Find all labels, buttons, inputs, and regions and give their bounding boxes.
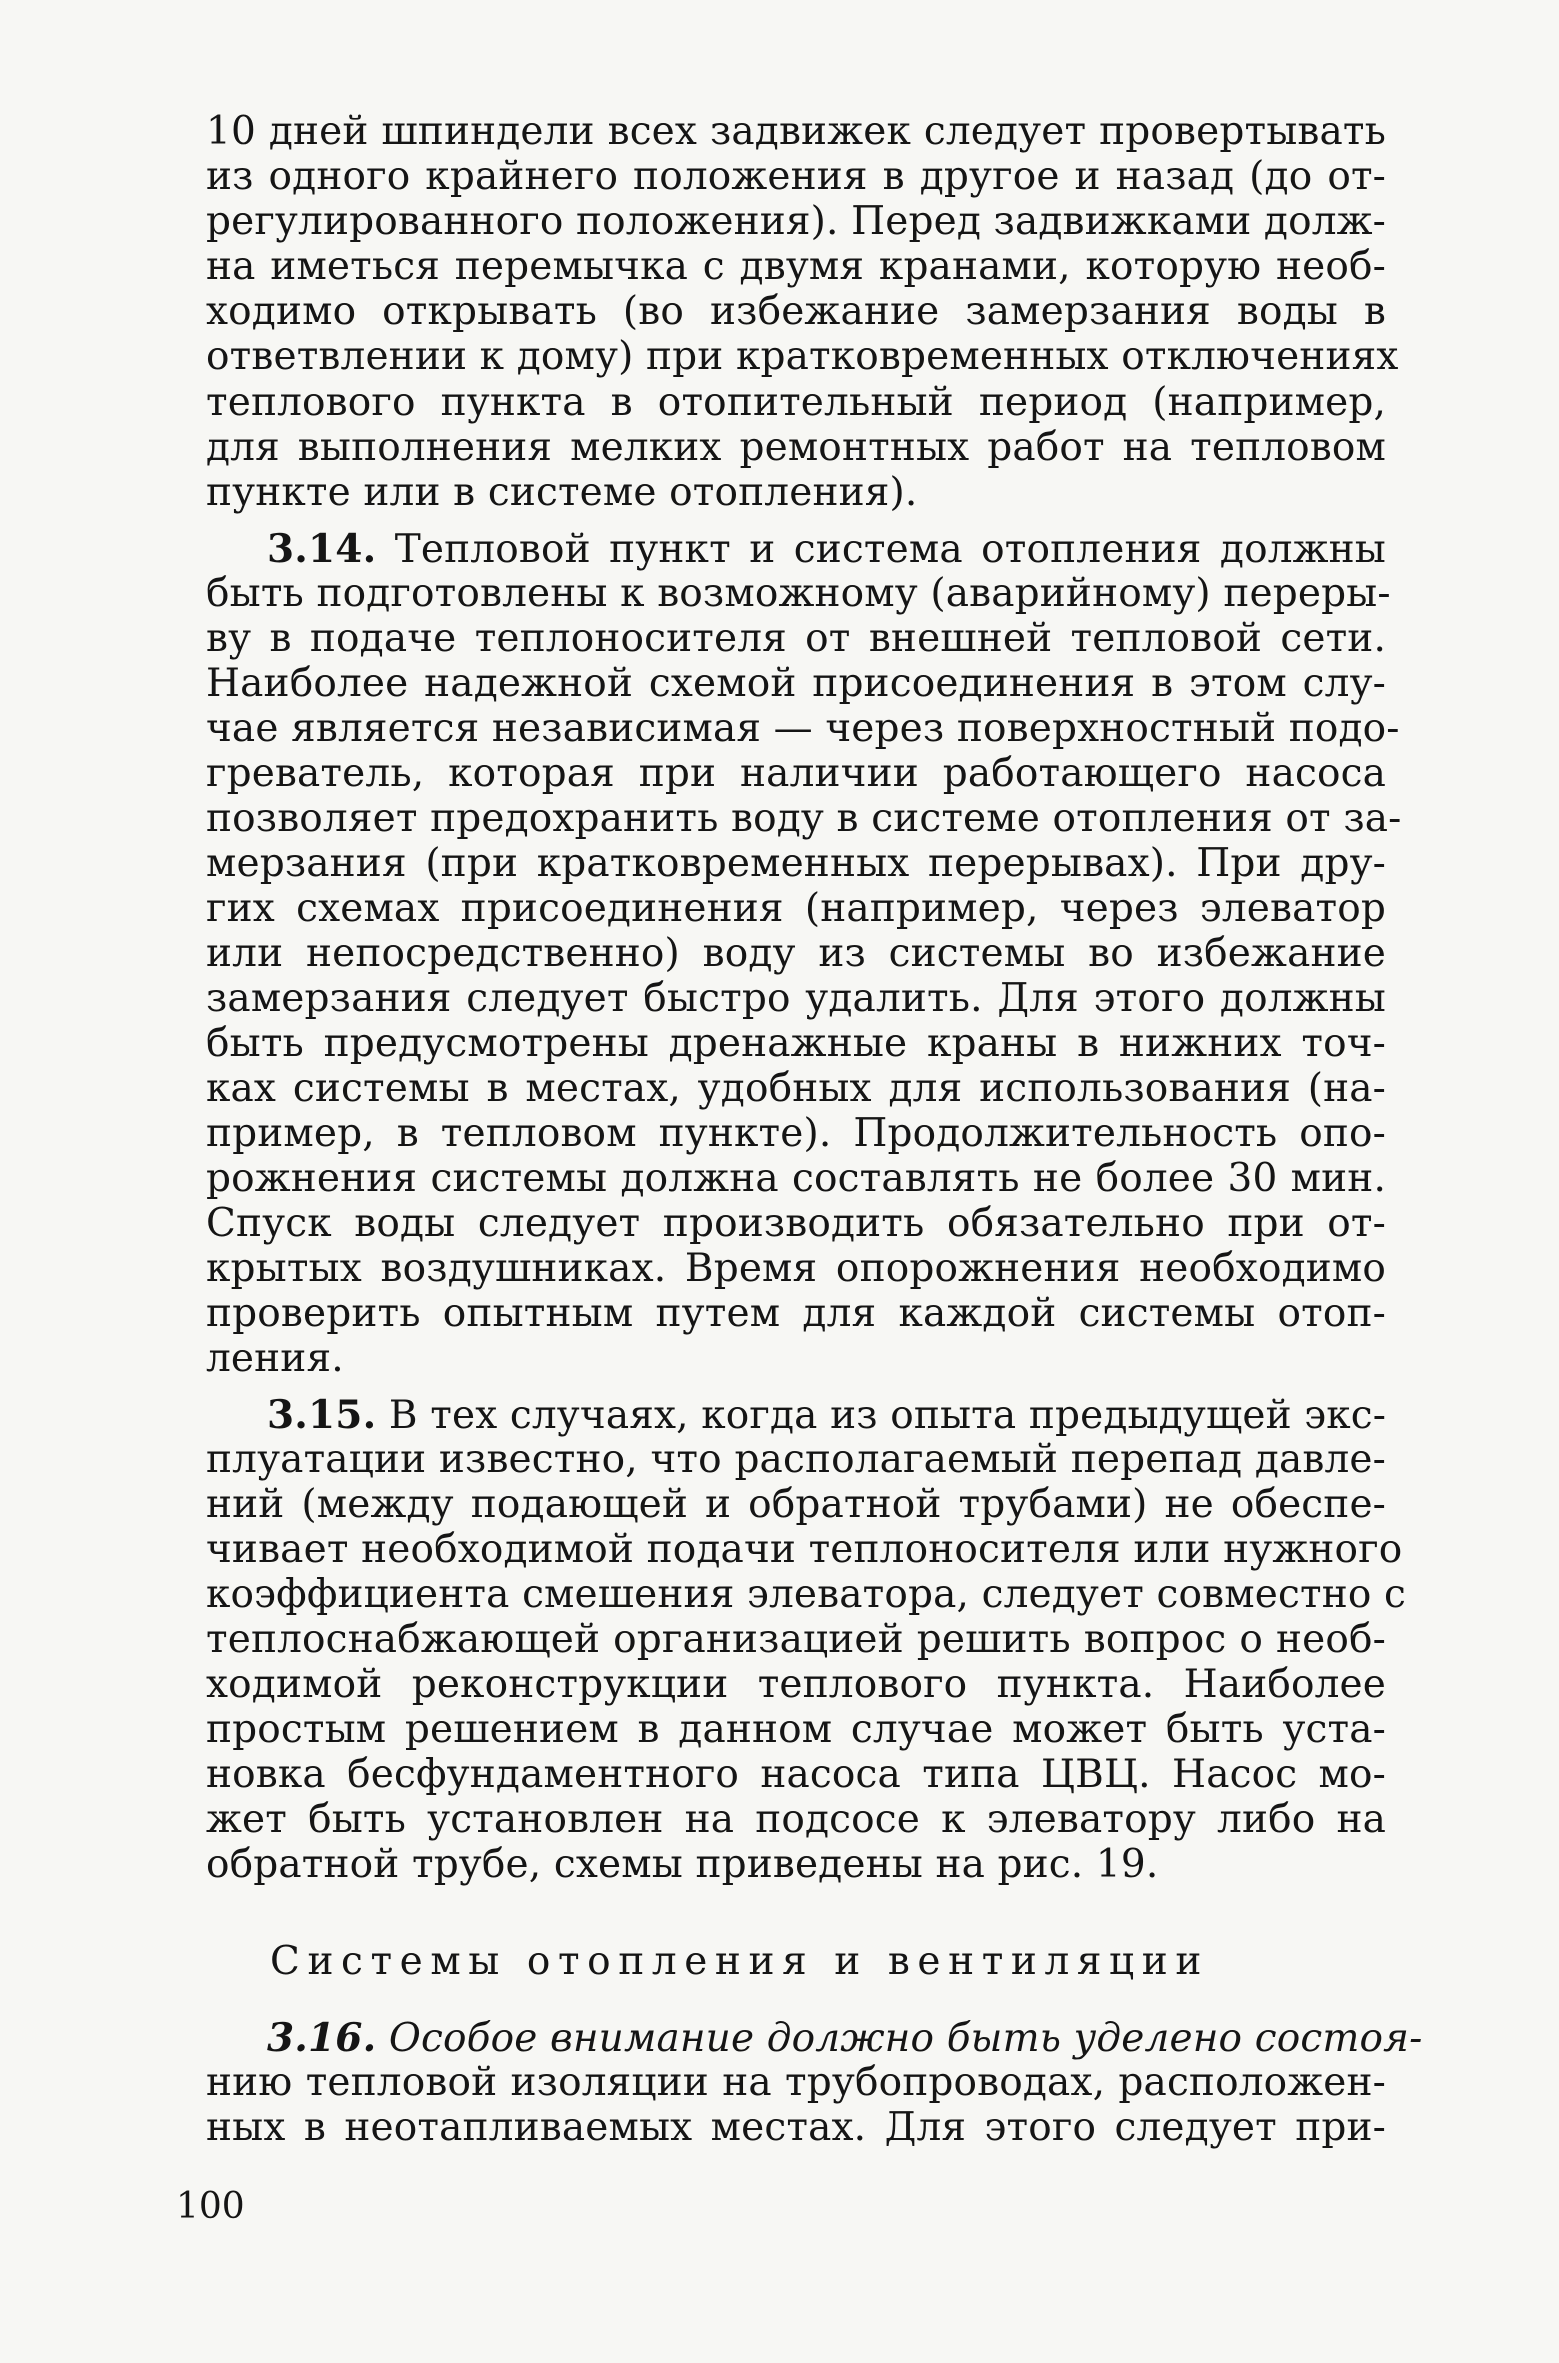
section-number: 3.14. xyxy=(267,526,377,572)
text-line: нию тепловой изоляции на трубопроводах, расположен- xyxy=(206,2060,1386,2105)
text-line: коэффициента смешения элеватора, следует совместно с xyxy=(206,1572,1407,1617)
text-line: ках системы в местах, удобных для использования (на- xyxy=(206,1066,1386,1111)
text-line: быть подготовлены к возможному (аварийному) переры- xyxy=(206,571,1391,616)
text-line: новка бесфундаментного насоса типа ЦВЦ. Насос мо- xyxy=(206,1752,1386,1797)
text-line: мерзания (при кратковременных перерывах). При дру- xyxy=(206,841,1386,886)
text-line: рожнения системы должна составлять не более 30 мин. xyxy=(206,1156,1386,1201)
section-number: 3.16. xyxy=(267,2015,377,2061)
text-line: из одного крайнего положения в другое и назад (до от- xyxy=(206,154,1386,199)
section-heading: Системы отопления и вентиляции xyxy=(270,1939,1209,1984)
text-line: простым решением в данном случае может быть уста- xyxy=(206,1707,1386,1752)
section-number: 3.15. xyxy=(267,1392,377,1438)
section-first-line xyxy=(267,526,1386,572)
text-line: ний (между подающей и обратной трубами) не обеспе- xyxy=(206,1482,1386,1527)
text-line: ления. xyxy=(206,1336,344,1381)
text-line: Спуск воды следует производить обязательно при от- xyxy=(206,1201,1386,1246)
text-line: проверить опытным путем для каждой системы отоп- xyxy=(206,1291,1386,1336)
section-first-line xyxy=(267,1392,1386,1438)
text-line: замерзания следует быстро удалить. Для этого должны xyxy=(206,976,1386,1021)
text-line: регулированного положения). Перед задвижками долж- xyxy=(206,199,1386,244)
text-line: жет быть установлен на подсосе к элеватору либо на xyxy=(206,1797,1386,1842)
text-line: пример, в тепловом пункте). Продолжительность опо- xyxy=(206,1111,1386,1156)
text-line: крытых воздушниках. Время опорожнения необходимо xyxy=(206,1246,1386,1291)
text-line: плуатации известно, что располагаемый перепад давле- xyxy=(206,1437,1386,1482)
text-line: ответвлении к дому) при кратковременных отключениях xyxy=(206,334,1399,379)
text-line: греватель, которая при наличии работающего насоса xyxy=(206,751,1386,796)
section-first-text: Тепловой пункт и система отопления должны xyxy=(394,527,1386,572)
text-line: быть предусмотрены дренажные краны в нижних точ- xyxy=(206,1021,1386,1066)
text-line: пункте или в системе отопления). xyxy=(206,470,918,515)
text-line: на иметься перемычка с двумя кранами, которую необ- xyxy=(206,244,1386,289)
section-first-text: Особое внимание должно быть уделено состоя- xyxy=(388,2016,1423,2061)
text-line: обратной трубе, схемы приведены на рис. 19. xyxy=(206,1842,1159,1887)
text-line: или непосредственно) воду из системы во избежание xyxy=(206,931,1386,976)
section-first-text: В тех случаях, когда из опыта предыдущей экс- xyxy=(388,1393,1387,1438)
text-line: гих схемах присоединения (например, через элеватор xyxy=(206,886,1386,931)
text-line: теплоснабжающей организацией решить вопрос о необ- xyxy=(206,1617,1386,1662)
section-first-line xyxy=(267,2015,1423,2061)
text-line: 10 дней шпиндели всех задвижек следует провертывать xyxy=(206,109,1386,154)
text-line: чивает необходимой подачи теплоносителя или нужного xyxy=(206,1527,1403,1572)
text-line: Наиболее надежной схемой присоединения в этом слу- xyxy=(206,661,1386,706)
page-number: 100 xyxy=(176,2186,245,2227)
text-line: ных в неотапливаемых местах. Для этого следует при- xyxy=(206,2105,1386,2150)
text-line: позволяет предохранить воду в системе отопления от за- xyxy=(206,796,1402,841)
text-line: ву в подаче теплоносителя от внешней тепловой сети. xyxy=(206,616,1386,661)
text-line: для выполнения мелких ремонтных работ на тепловом xyxy=(206,425,1386,470)
text-line: ходимой реконструкции теплового пункта. Наиболее xyxy=(206,1662,1386,1707)
text-line: теплового пункта в отопительный период (например, xyxy=(206,380,1386,425)
text-line: ходимо открывать (во избежание замерзания воды в xyxy=(206,289,1386,334)
text-line: чае является независимая — через поверхностный подо- xyxy=(206,706,1400,751)
